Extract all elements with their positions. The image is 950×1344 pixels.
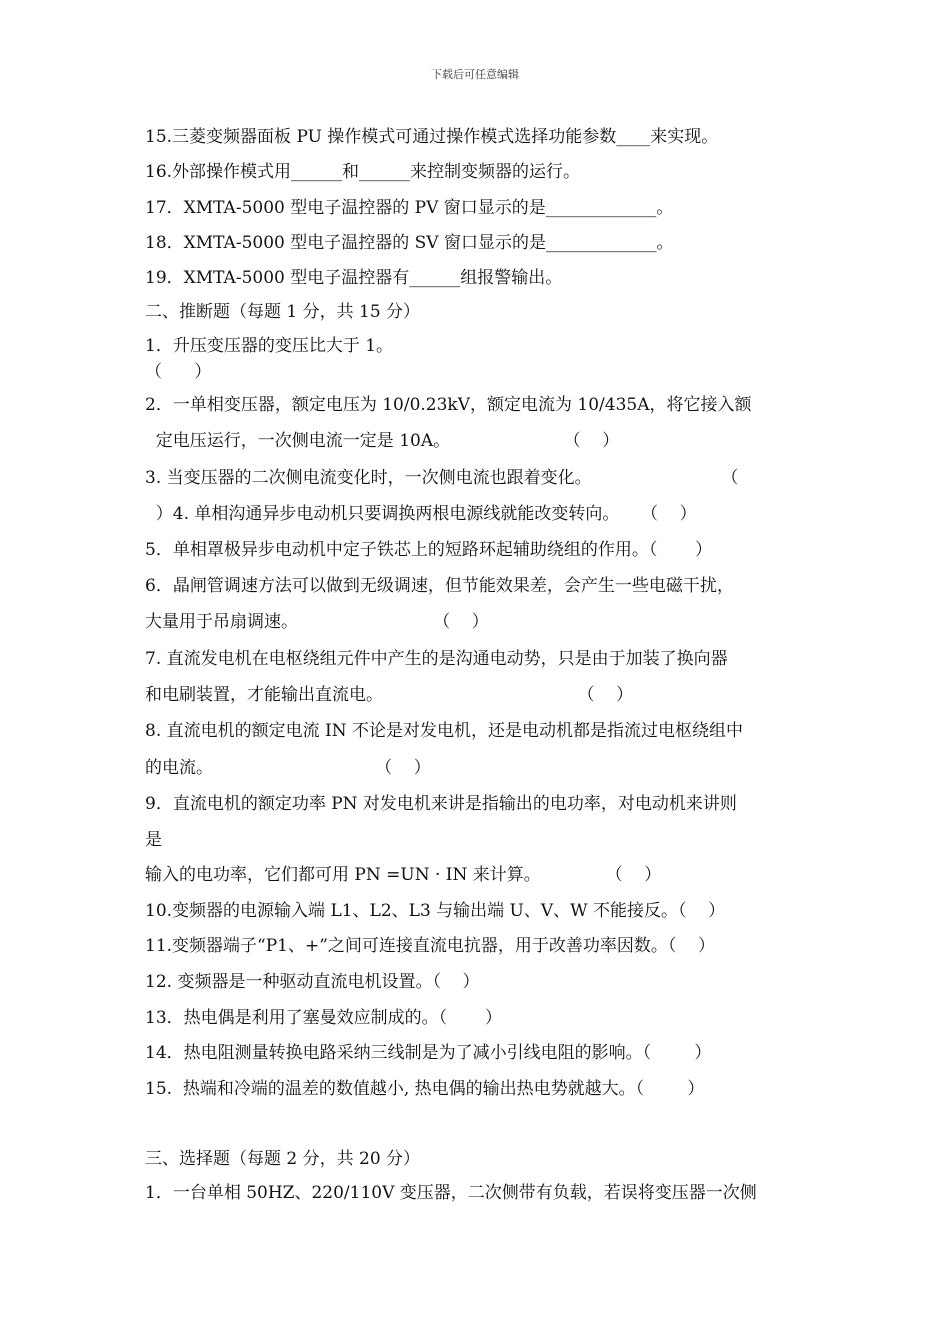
question-line: 和电刷装置，才能输出直流电。 （ ） bbox=[145, 685, 634, 705]
question-line: 11.变频器端子“P1、+”之间可连接直流电抗器，用于改善功率因数。（ ） bbox=[145, 936, 716, 956]
question-line: 13．热电偶是利用了塞曼效应制成的。（ ） bbox=[145, 1008, 502, 1028]
question-line: 大量用于吊扇调速。 （ ） bbox=[145, 612, 489, 632]
question-line: 7. 直流发电机在电枢绕组元件中产生的是沟通电动势，只是由于加装了换向器 bbox=[145, 649, 728, 669]
question-line: 15.三菱变频器面板 PU 操作模式可通过操作模式选择功能参数____来实现。 bbox=[145, 127, 719, 147]
question-line: 3. 当变压器的二次侧电流变化时，一次侧电流也跟着变化。 （ bbox=[145, 468, 739, 488]
question-line: （ ） bbox=[145, 362, 212, 382]
question-line: 19．XMTA-5000 型电子温控器有______组报警输出。 bbox=[145, 268, 563, 288]
question-line: 输入的电功率，它们都可用 PN =UN · IN 来计算。 （ ） bbox=[145, 865, 662, 885]
question-line: 2．一单相变压器，额定电压为 10/0.23kV，额定电流为 10/435A，将它接入额 bbox=[145, 395, 752, 415]
question-line: 17．XMTA-5000 型电子温控器的 PV 窗口显示的是_____________。 bbox=[145, 198, 674, 218]
question-line: 10.变频器的电源输入端 L1、L2、L3 与输出端 U、V、W 不能接反。（ ） bbox=[145, 901, 726, 921]
question-line: 6．晶闸管调速方法可以做到无级调速，但节能效果差，会产生一些电磁干扰， bbox=[145, 576, 734, 596]
page-header: 下载后可任意编辑 bbox=[431, 68, 519, 81]
section-heading: 二、推断题（每题 1 分，共 15 分） bbox=[145, 302, 421, 322]
question-line: 15. 热端和冷端的温差的数值越小, 热电偶的输出热电势就越大。（ ） bbox=[145, 1079, 705, 1099]
question-line: 9．直流电机的额定功率 PN 对发电机来讲是指输出的电功率，对电动机来讲则 bbox=[145, 794, 737, 814]
section-heading: 三、选择题（每题 2 分，共 20 分） bbox=[145, 1149, 421, 1169]
question-line: 12. 变频器是一种驱动直流电机设置。（ ） bbox=[145, 972, 480, 992]
question-line: 14．热电阻测量转换电路采纳三线制是为了减小引线电阻的影响。（ ） bbox=[145, 1043, 712, 1063]
question-line: 5．单相罩极异步电动机中定子铁芯上的短路环起辅助绕组的作用。（ ） bbox=[145, 540, 713, 560]
question-line: 定电压运行，一次侧电流一定是 10A。 （ ） bbox=[145, 431, 620, 451]
question-line: 是 bbox=[145, 830, 162, 850]
question-line: 18．XMTA-5000 型电子温控器的 SV 窗口显示的是_____________。 bbox=[145, 233, 674, 253]
question-line: 1．升压变压器的变压比大于 1。 bbox=[145, 336, 394, 356]
question-line: 8. 直流电机的额定电流 IN 不论是对发电机，还是电动机都是指流过电枢绕组中 bbox=[145, 721, 744, 741]
question-line: 16.外部操作模式用______和______来控制变频器的运行。 bbox=[145, 162, 581, 182]
question-line: 的电流。 （ ） bbox=[145, 758, 431, 778]
question-line: ）4. 单相沟通异步电动机只要调换两根电源线就能改变转向。 （ ） bbox=[145, 504, 697, 524]
question-line: 1．一台单相 50HZ、220/110V 变压器，二次侧带有负载，若误将变压器一次侧 bbox=[145, 1183, 757, 1203]
